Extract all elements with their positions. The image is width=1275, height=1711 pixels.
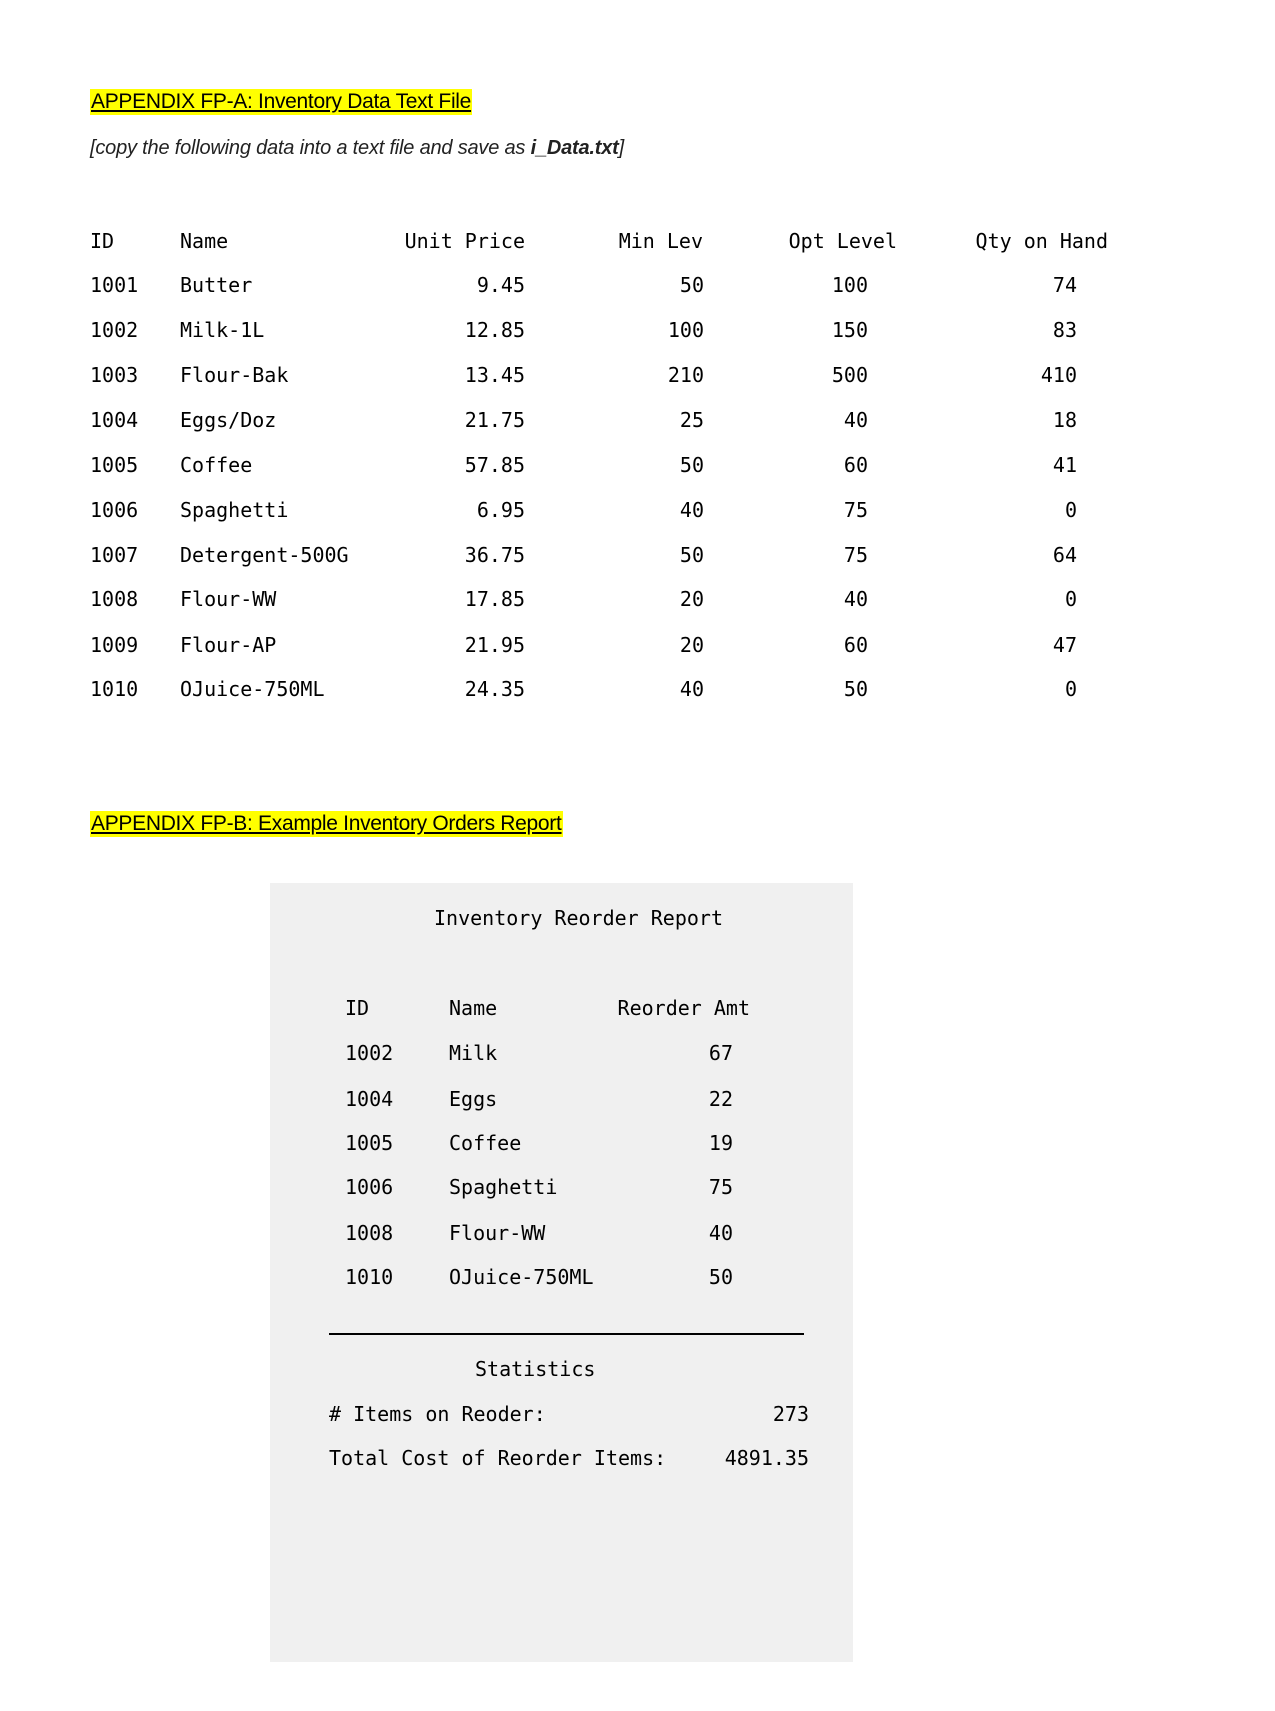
cell-opt-level: 40 xyxy=(843,408,868,432)
report-cell-id: 1008 xyxy=(345,1221,394,1245)
report-cell-reorder-amt: 50 xyxy=(708,1265,733,1289)
report-header-row xyxy=(0,996,1275,1026)
report-cell-id: 1005 xyxy=(345,1131,394,1155)
cell-id: 1004 xyxy=(90,408,139,432)
cell-name: Flour-AP xyxy=(180,633,277,657)
report-cell-reorder-amt: 75 xyxy=(708,1175,733,1199)
report-row xyxy=(0,1131,1275,1161)
inventory-row xyxy=(0,363,1275,393)
report-column-header-id: ID xyxy=(345,996,370,1020)
instruction-filename: i_Data.txt xyxy=(530,137,619,159)
cell-opt-level: 75 xyxy=(843,543,868,567)
report-column-header-name: Name xyxy=(449,996,498,1020)
column-header-min-lev: Min Lev xyxy=(618,229,703,253)
inventory-row xyxy=(0,408,1275,438)
inventory-row xyxy=(0,633,1275,663)
report-row xyxy=(0,1175,1275,1205)
cell-id: 1010 xyxy=(90,677,139,701)
stat-items-label: # Items on Reoder: xyxy=(329,1402,546,1426)
cell-unit-price: 9.45 xyxy=(476,273,525,297)
cell-min-lev: 100 xyxy=(667,318,704,342)
stat-items-row xyxy=(0,1402,1275,1432)
cell-id: 1003 xyxy=(90,363,139,387)
cell-qty-on-hand: 410 xyxy=(1040,363,1077,387)
cell-id: 1006 xyxy=(90,498,139,522)
report-row xyxy=(0,1087,1275,1117)
column-header-unit-price: Unit Price xyxy=(404,229,525,253)
cell-min-lev: 50 xyxy=(679,543,704,567)
cell-unit-price: 13.45 xyxy=(464,363,525,387)
column-header-opt-level: Opt Level xyxy=(788,229,897,253)
cell-opt-level: 150 xyxy=(831,318,868,342)
cell-qty-on-hand: 64 xyxy=(1052,543,1077,567)
cell-name: Coffee xyxy=(180,453,253,477)
cell-unit-price: 21.75 xyxy=(464,408,525,432)
cell-opt-level: 500 xyxy=(831,363,868,387)
report-column-header-reorder-amt: Reorder Amt xyxy=(617,996,750,1020)
cell-id: 1002 xyxy=(90,318,139,342)
cell-min-lev: 50 xyxy=(679,453,704,477)
inventory-row xyxy=(0,498,1275,528)
instruction-prefix: [copy the following data into a text file and save as xyxy=(90,137,531,159)
inventory-row xyxy=(0,453,1275,483)
inventory-row xyxy=(0,543,1275,573)
cell-unit-price: 6.95 xyxy=(476,498,525,522)
report-cell-name: Milk xyxy=(449,1041,498,1065)
cell-opt-level: 75 xyxy=(843,498,868,522)
cell-qty-on-hand: 74 xyxy=(1052,273,1077,297)
report-cell-name: Coffee xyxy=(449,1131,522,1155)
cell-unit-price: 17.85 xyxy=(464,587,525,611)
report-cell-name: OJuice-750ML xyxy=(449,1265,594,1289)
cell-unit-price: 36.75 xyxy=(464,543,525,567)
cell-qty-on-hand: 47 xyxy=(1052,633,1077,657)
cell-qty-on-hand: 83 xyxy=(1052,318,1077,342)
report-cell-reorder-amt: 19 xyxy=(708,1131,733,1155)
report-cell-reorder-amt: 22 xyxy=(708,1087,733,1111)
report-cell-id: 1006 xyxy=(345,1175,394,1199)
column-header-qty-on-hand: Qty on Hand xyxy=(975,229,1108,253)
report-cell-id: 1002 xyxy=(345,1041,394,1065)
cell-opt-level: 60 xyxy=(843,453,868,477)
inventory-row xyxy=(0,318,1275,348)
copy-instruction xyxy=(90,137,624,160)
cell-min-lev: 50 xyxy=(679,273,704,297)
cell-qty-on-hand: 0 xyxy=(1064,587,1077,611)
cell-name: Flour-WW xyxy=(180,587,277,611)
report-row xyxy=(0,1265,1275,1295)
appendix-a-heading: APPENDIX FP-A: Inventory Data Text File xyxy=(91,90,472,113)
cell-id: 1001 xyxy=(90,273,139,297)
cell-id: 1008 xyxy=(90,587,139,611)
cell-unit-price: 21.95 xyxy=(464,633,525,657)
inventory-row xyxy=(0,273,1275,303)
report-title: Inventory Reorder Report xyxy=(434,906,723,930)
statistics-title: Statistics xyxy=(475,1357,596,1381)
report-cell-name: Eggs xyxy=(449,1087,498,1111)
cell-unit-price: 24.35 xyxy=(464,677,525,701)
cell-min-lev: 20 xyxy=(679,633,704,657)
report-cell-reorder-amt: 40 xyxy=(708,1221,733,1245)
report-cell-reorder-amt: 67 xyxy=(708,1041,733,1065)
report-cell-name: Spaghetti xyxy=(449,1175,558,1199)
cell-name: Milk-1L xyxy=(180,318,265,342)
cell-name: Spaghetti xyxy=(180,498,289,522)
cell-opt-level: 60 xyxy=(843,633,868,657)
cell-unit-price: 57.85 xyxy=(464,453,525,477)
report-cell-name: Flour-WW xyxy=(449,1221,546,1245)
cell-qty-on-hand: 0 xyxy=(1064,677,1077,701)
report-row xyxy=(0,1221,1275,1251)
cell-opt-level: 50 xyxy=(843,677,868,701)
cell-min-lev: 25 xyxy=(679,408,704,432)
cell-min-lev: 20 xyxy=(679,587,704,611)
inventory-row xyxy=(0,677,1275,707)
stat-cost-label: Total Cost of Reorder Items: xyxy=(329,1446,667,1470)
column-header-id: ID xyxy=(90,229,115,253)
stat-cost-row xyxy=(0,1446,1275,1476)
report-divider xyxy=(329,1333,804,1335)
cell-name: Eggs/Doz xyxy=(180,408,277,432)
cell-name: Detergent-500G xyxy=(180,543,349,567)
cell-name: Flour-Bak xyxy=(180,363,289,387)
cell-name: OJuice-750ML xyxy=(180,677,325,701)
cell-min-lev: 210 xyxy=(667,363,704,387)
cell-unit-price: 12.85 xyxy=(464,318,525,342)
cell-name: Butter xyxy=(180,273,253,297)
stat-items-value: 273 xyxy=(772,1402,809,1426)
report-row xyxy=(0,1041,1275,1071)
cell-id: 1009 xyxy=(90,633,139,657)
stat-cost-value: 4891.35 xyxy=(724,1446,809,1470)
inventory-row xyxy=(0,587,1275,617)
cell-min-lev: 40 xyxy=(679,677,704,701)
cell-qty-on-hand: 41 xyxy=(1052,453,1077,477)
report-cell-id: 1010 xyxy=(345,1265,394,1289)
report-cell-id: 1004 xyxy=(345,1087,394,1111)
cell-opt-level: 40 xyxy=(843,587,868,611)
inventory-header-row xyxy=(0,229,1275,259)
cell-id: 1005 xyxy=(90,453,139,477)
column-header-name: Name xyxy=(180,229,229,253)
cell-qty-on-hand: 18 xyxy=(1052,408,1077,432)
cell-qty-on-hand: 0 xyxy=(1064,498,1077,522)
instruction-suffix: ] xyxy=(618,137,624,159)
cell-opt-level: 100 xyxy=(831,273,868,297)
appendix-b-heading: APPENDIX FP-B: Example Inventory Orders Report xyxy=(91,812,562,835)
cell-min-lev: 40 xyxy=(679,498,704,522)
cell-id: 1007 xyxy=(90,543,139,567)
